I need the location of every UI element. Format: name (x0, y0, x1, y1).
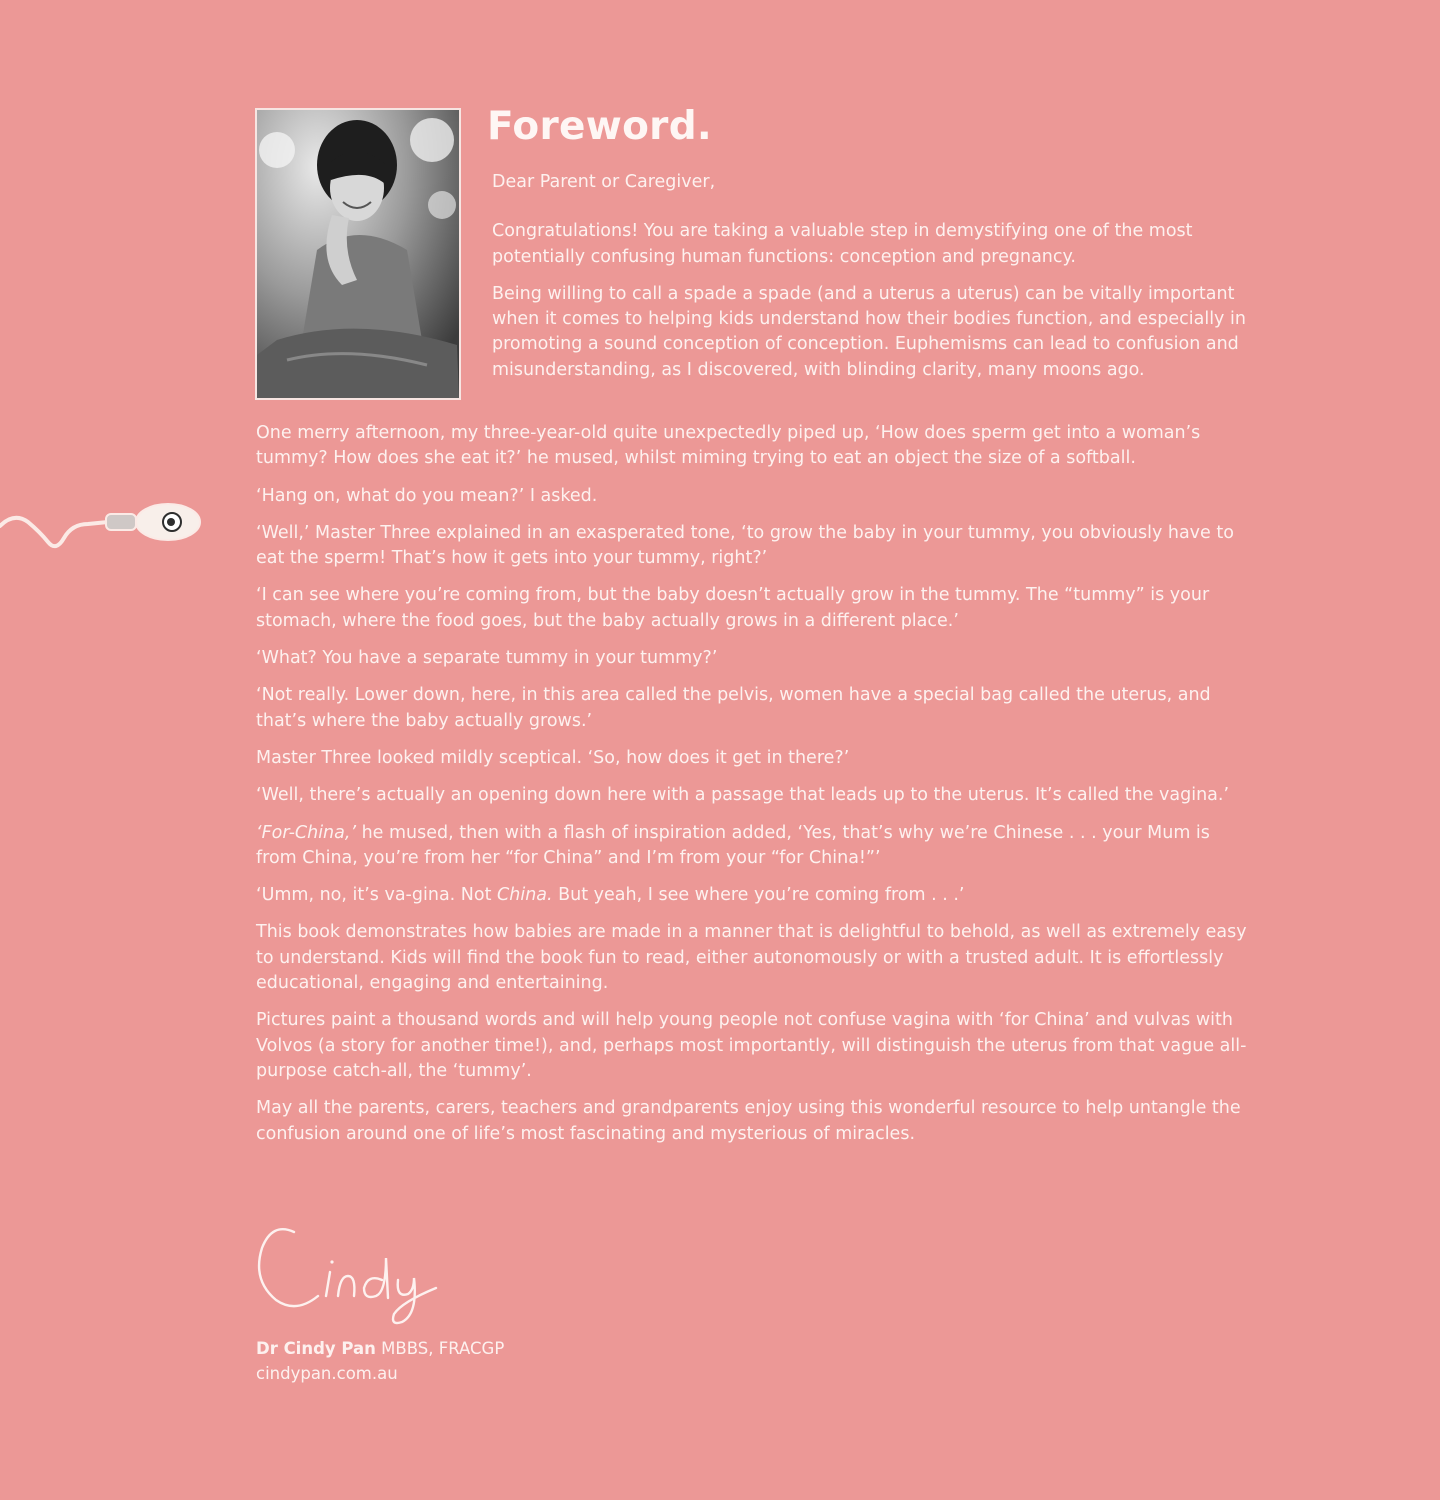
greeting: Dear Parent or Caregiver, (492, 172, 716, 192)
paragraph: Being willing to call a spade a spade (and a uterus a uterus) can be vitally important when it comes to helping kids understand how their bodies function, and especially in promoting a sound conception of conception. Euphemisms can lead to confusion and misunderstanding, as I discovered, with blinding clarity, many moons ago. (492, 283, 1246, 380)
paragraph: ‘Hang on, what do you mean?’ I asked. (256, 485, 598, 506)
paragraph (256, 821, 1256, 872)
paragraph: ‘I can see where you’re coming from, but the baby doesn’t actually grow in the tummy. The “tummy” is your stomach, where the food goes, but the baby actually grows in a different place.’ (256, 585, 1210, 631)
page-title: Foreword. (487, 104, 713, 149)
paragraph-text: But yeah, I see where you’re coming from . . .’ (552, 885, 965, 906)
paragraph: Congratulations! You are taking a valuable step in demystifying one of the most potentially confusing human functions: conception and pregnancy. (492, 221, 1193, 267)
intro-section (492, 170, 1254, 395)
paragraph: ‘Not really. Lower down, here, in this area called the pelvis, women have a special bag called the uterus, and that’s where the baby actually grows.’ (256, 685, 1211, 731)
paragraph-text: he mused, then with a flash of inspiration added, ‘Yes, that’s why we’re Chinese . . . your Mum is from China, you’re from her “for China” and I’m from your “for China!”’ (256, 822, 1210, 868)
author-signoff (256, 1336, 504, 1386)
paragraph: Master Three looked mildly sceptical. ‘So, how does it get in there?’ (256, 747, 850, 768)
author-website: cindypan.com.au (256, 1364, 398, 1383)
author-line (256, 1336, 504, 1361)
paragraph: One merry afternoon, my three-year-old quite unexpectedly piped up, ‘How does sperm get into a woman’s tummy? How does she eat it?’ he mused, whilst miming trying to eat an object the size of a softball. (256, 423, 1201, 469)
paragraph: Pictures paint a thousand words and will help young people not confuse vagina with ‘for China’ and vulvas with Volvos (a story for another time!), and, perhaps most importantly, will distinguish the uterus from that vague all-purpose catch-all, the ‘tummy’. (256, 1010, 1247, 1081)
paragraph: May all the parents, carers, teachers and grandparents enjoy using this wonderful resource to help untangle the confusion around one of life’s most fascinating and mysterious of miracles. (256, 1098, 1241, 1144)
paragraph (256, 883, 1256, 908)
italic-text: China. (497, 885, 553, 906)
paragraph: ‘Well,’ Master Three explained in an exasperated tone, ‘to grow the baby in your tummy, you obviously have to eat the sperm! That’s how it gets into your tummy, right?’ (256, 522, 1234, 569)
paragraph: ‘What? You have a separate tummy in your tummy?’ (256, 648, 718, 669)
author-credentials: MBBS, FRACGP (375, 1339, 505, 1358)
paragraph: ‘Well, there’s actually an opening down here with a passage that leads up to the uterus. It’s called the vagina.’ (256, 785, 1230, 806)
portrait-illustration (257, 110, 459, 398)
italic-text: ‘For-China,’ (256, 822, 357, 843)
paragraph: This book demonstrates how babies are made in a manner that is delightful to behold, as well as extremely easy to understand. Kids will find the book fun to read, either autonomously or with a trusted adult. It is effortlessly educational, engaging and entertaining. (256, 922, 1247, 994)
body-section (256, 421, 1256, 1159)
author-name: Dr Cindy Pan (256, 1339, 376, 1358)
sperm-icon (0, 490, 205, 560)
author-photo (255, 108, 461, 400)
signature (252, 1218, 452, 1328)
paragraph-text: ‘Umm, no, it’s va-gina. Not (256, 885, 498, 906)
